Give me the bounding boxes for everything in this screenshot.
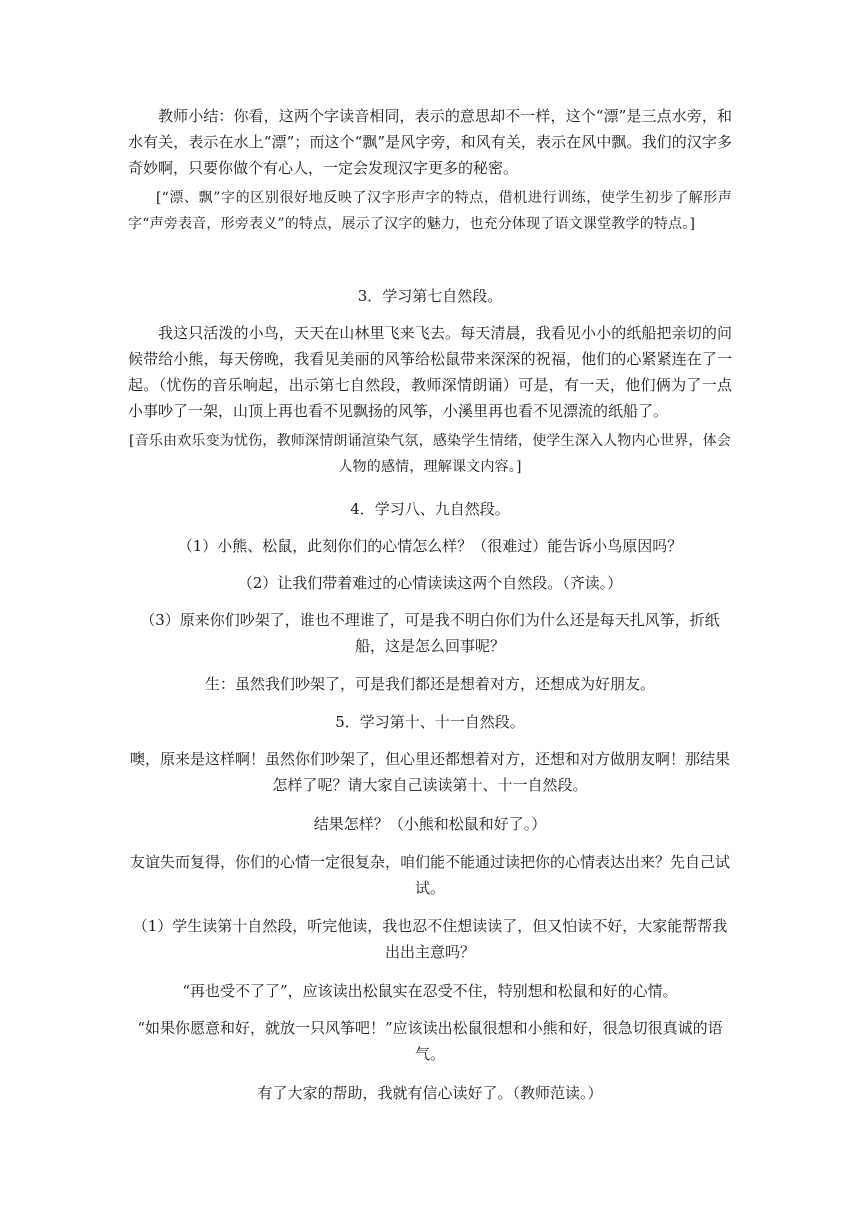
friendship-paragraph: 友谊失而复得，你们的心情一定很复杂，咱们能不能通过读把你的心情表达出来？先自己试试。 (129, 853, 730, 897)
student-reading-paragraph: （1）学生读第十自然段，听完他读，我也忍不住想读读了，但又怕读不好，大家能帮帮我出出主意吗？ (132, 917, 728, 961)
paragraph-seventh-section: 我这只活泼的小鸟，天天在山林里飞来飞去。每天清晨，我看见小小的纸船把亲切的问候带给小熊，每天傍晚，我看见美丽的风筝给松鼠带来深深的祝福，他们的心紧紧连在了一起。（忧伤的音乐响起，出示第七自然段，教师深情朗诵）可是，有一天，他们俩为了一点小事吵了一架，山顶上再也看不见飘扬的风筝，小溪里再也看不见漂流的纸船了。 (128, 324, 732, 420)
result-question: 结果怎样？（小熊和松鼠和好了。） (313, 815, 547, 833)
reading-guidance-1: “再也受不了了”，应该读出松鼠实在忍受不住，特别想和松鼠和好的心情。 (182, 982, 678, 1000)
paragraph-explanation: 噢，原来是这样啊！虽然你们吵架了，但心里还都想着对方，还想和对方做朋友啊！那结果怎样了呢？请大家自己读读第十、十一自然段。 (129, 750, 730, 794)
question-2: （2）让我们带着难过的心情读读这两个自然段。（齐读。） (237, 574, 623, 592)
commentary-note-1: [“漂、飘”字的区别很好地反映了汉字形声字的特点，借机进行训练，使学生初步了解形声字“声旁表音，形旁表义”的特点，展示了汉字的魅力，也充分体现了语文课堂教学的特点。] (128, 190, 732, 232)
teacher-summary-paragraph: 教师小结：你看，这两个字读音相同，表示的意思却不一样，这个“漂”是三点水旁，和水有关，表示在水上“漂”；而这个“飘”是风字旁，和风有关，表示在风中飘。我们的汉字多奇妙啊，只要你做个有心人，一定会发现汉字更多的秘密。 (128, 107, 732, 177)
reading-guidance-2: “如果你愿意和好，就放一只风筝吧！”应该读出松鼠很想和小熊和好，很急切很真诚的语气。 (137, 1019, 723, 1063)
section-heading-3: 3．学习第七自然段。 (357, 287, 503, 305)
question-3: （3）原来你们吵架了，谁也不理谁了，可是我不明白你们为什么还是每天扎风筝，折纸船，这是怎么回事呢？ (140, 611, 720, 655)
teacher-demo-reading: 有了大家的帮助，我就有信心读好了。（教师范读。） (257, 1084, 603, 1102)
question-1: （1）小熊、松鼠，此刻你们的心情怎么样？（很难过）能告诉小鸟原因吗？ (177, 537, 683, 555)
section-heading-5: 5．学习第十、十一自然段。 (335, 713, 525, 731)
student-answer: 生：虽然我们吵架了，可是我们都还是想着对方，还想成为好朋友。 (204, 675, 655, 693)
commentary-note-2: [音乐由欢乐变为忧伤，教师深情朗诵渲染气氛，感染学生情绪，使学生深入人物内心世界，体会人物的感情，理解课文内容。] (128, 433, 732, 475)
section-heading-4: 4．学习八、九自然段。 (350, 500, 510, 518)
